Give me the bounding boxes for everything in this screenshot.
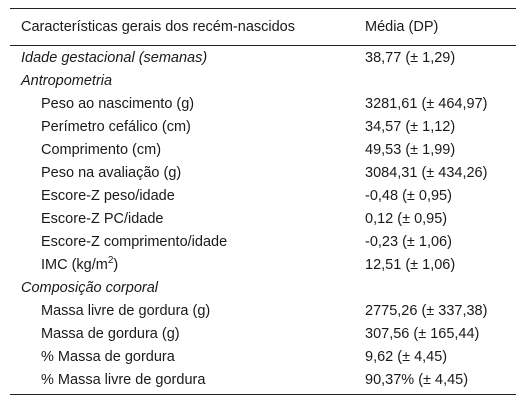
row-value [365,69,516,92]
table-row [10,138,516,161]
row-label: % Massa de gordura [41,348,175,365]
row-value: 0,12 (± 0,95) [365,210,448,227]
row-value: 34,57 (± 1,12) [365,118,456,135]
table-row [10,253,516,276]
row-value: 307,56 (± 165,44) [365,325,480,342]
table-row [10,207,516,230]
table-header [10,9,516,46]
row-label [10,253,365,276]
row-value: 3084,31 (± 434,26) [365,164,488,181]
section-row [10,69,516,92]
row-value: 2775,26 (± 337,38) [365,302,488,319]
header-characteristics: Características gerais dos recém-nascidos [21,19,295,35]
table-row [10,115,516,138]
row-value: 12,51 (± 1,06) [365,256,456,273]
table-row [10,230,516,253]
row-value: 9,62 (± 4,45) [365,348,448,365]
header-mean-sd: Média (DP) [365,19,439,35]
imc-label-close: ) [113,256,119,273]
table-row [10,322,516,345]
row-label: % Massa livre de gordura [41,371,206,388]
row-value: 90,37% (± 4,45) [365,371,469,388]
row-value: 49,53 (± 1,99) [365,141,456,158]
section-label: Antropometria [21,72,113,89]
table-row [10,299,516,322]
row-value [365,276,516,299]
table-row [10,46,516,70]
row-label: Escore-Z peso/idade [41,187,175,204]
row-label: Peso na avaliação (g) [41,164,182,181]
row-value: -0,48 (± 0,95) [365,187,452,204]
imc-label-text: IMC (kg/m [41,256,108,273]
imc-superscript: 2 [107,254,114,266]
data-table-container [10,8,516,395]
row-label: Escore-Z comprimento/idade [41,233,228,250]
row-value: -0,23 (± 1,06) [365,233,452,250]
row-value: 38,77 (± 1,29) [365,49,456,66]
table-body [10,46,516,395]
newborn-characteristics-table [10,8,516,395]
section-label: Composição corporal [21,279,159,296]
table-row [10,92,516,115]
section-row [10,276,516,299]
row-label: Comprimento (cm) [41,141,162,158]
row-label: Massa de gordura (g) [41,325,180,342]
table-row [10,345,516,368]
row-label: Perímetro cefálico (cm) [41,118,191,135]
row-label: Escore-Z PC/idade [41,210,164,227]
row-label: Peso ao nascimento (g) [41,95,195,112]
table-row [10,368,516,395]
header-row [10,9,516,46]
row-label: Idade gestacional (semanas) [21,49,208,66]
row-value: 3281,61 (± 464,97) [365,95,488,112]
table-row [10,184,516,207]
table-row [10,161,516,184]
row-label: Massa livre de gordura (g) [41,302,211,319]
